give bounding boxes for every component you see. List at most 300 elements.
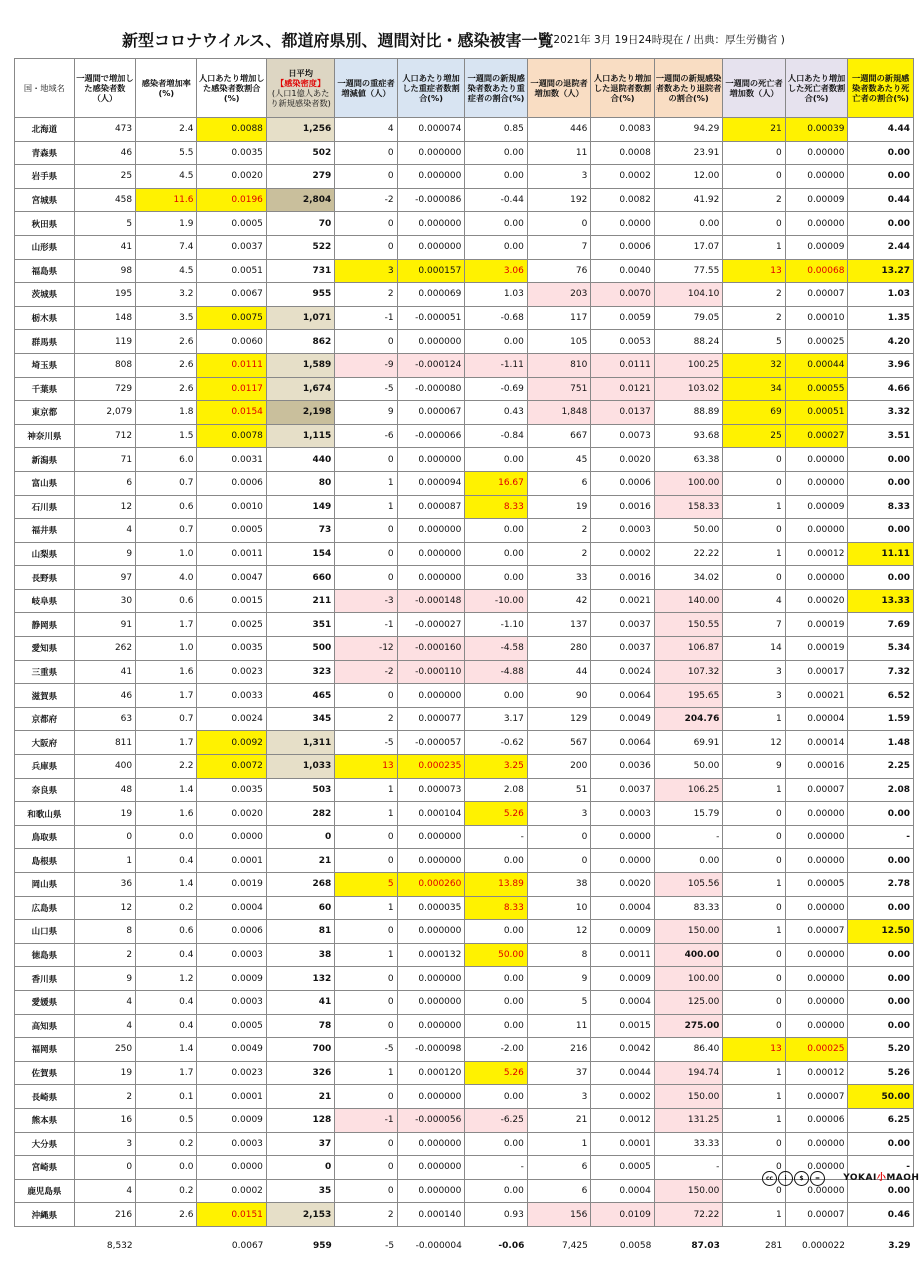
cell-discharged: 117 xyxy=(527,306,590,330)
cell-deaths-per-pop: 0.00000 xyxy=(785,896,848,920)
pref-name-cell: 愛知県 xyxy=(15,637,75,661)
cell-discharged-per-pop: 0.0073 xyxy=(591,424,655,448)
cell-death-ratio: 3.32 xyxy=(848,401,914,425)
cell-weekly-cases: 46 xyxy=(74,684,135,708)
cell-density: 326 xyxy=(266,1061,334,1085)
cell-discharged: 37 xyxy=(527,1061,590,1085)
cell-death-ratio: 0.44 xyxy=(848,188,914,212)
cell-severe-change: 9 xyxy=(335,401,397,425)
cell-discharged-per-pop: 0.0006 xyxy=(591,471,655,495)
cell-severe-per-pop: -0.000056 xyxy=(397,1108,465,1132)
table-row xyxy=(15,755,914,779)
cell-weekly-cases: 41 xyxy=(74,660,135,684)
pref-name-cell: 島根県 xyxy=(15,849,75,873)
cell-severe-per-pop: 0.000000 xyxy=(397,448,465,472)
cell-severe-change: 1 xyxy=(335,495,397,519)
cell-death-ratio: 6.52 xyxy=(848,684,914,708)
cell-deaths: 1 xyxy=(723,1203,785,1227)
table-row xyxy=(15,1061,914,1085)
cell-severe-per-pop: -0.000080 xyxy=(397,377,465,401)
nc-icon: $ xyxy=(794,1171,809,1186)
cell-case-growth: 0.4 xyxy=(136,1014,197,1038)
cell-weekly-cases: 195 xyxy=(74,283,135,307)
total-discharged-per-pop: 0.0058 xyxy=(591,1226,655,1265)
cell-severe-per-pop: -0.000086 xyxy=(397,188,465,212)
cell-severe-ratio: 5.26 xyxy=(465,802,528,826)
cell-severe-change: 1 xyxy=(335,802,397,826)
cell-discharged-ratio: 131.25 xyxy=(654,1108,723,1132)
cell-density: 502 xyxy=(266,141,334,165)
cell-discharged: 0 xyxy=(527,849,590,873)
cell-severe-change: 0 xyxy=(335,825,397,849)
cell-severe-per-pop: 0.000094 xyxy=(397,471,465,495)
cell-density: 731 xyxy=(266,259,334,283)
brand-logo: YOKAI小MAOH xyxy=(843,1173,919,1183)
cell-weekly-cases: 4 xyxy=(74,990,135,1014)
cell-case-growth: 1.5 xyxy=(136,424,197,448)
cell-death-ratio: 0.00 xyxy=(848,967,914,991)
cell-case-growth: 0.4 xyxy=(136,990,197,1014)
cell-discharged-per-pop: 0.0037 xyxy=(591,778,655,802)
table-row xyxy=(15,967,914,991)
header-density-line2: 【感染密度】 xyxy=(276,78,326,88)
cell-severe-ratio: 8.33 xyxy=(465,495,528,519)
cell-death-ratio: 0.00 xyxy=(848,165,914,189)
cell-severe-per-pop: 0.000000 xyxy=(397,519,465,543)
cell-density: 78 xyxy=(266,1014,334,1038)
cell-discharged: 105 xyxy=(527,330,590,354)
cell-weekly-cases: 4 xyxy=(74,1179,135,1203)
cell-deaths: 0 xyxy=(723,448,785,472)
cell-case-per-pop: 0.0033 xyxy=(197,684,266,708)
cell-case-growth: 1.6 xyxy=(136,802,197,826)
cell-weekly-cases: 729 xyxy=(74,377,135,401)
cell-discharged-ratio: 400.00 xyxy=(654,943,723,967)
cell-deaths: 69 xyxy=(723,401,785,425)
cell-discharged-per-pop: 0.0003 xyxy=(591,802,655,826)
cell-severe-per-pop: 0.000140 xyxy=(397,1203,465,1227)
cell-death-ratio: - xyxy=(848,1156,914,1180)
cell-deaths: 0 xyxy=(723,566,785,590)
cell-severe-per-pop: 0.000000 xyxy=(397,141,465,165)
cell-deaths-per-pop: 0.00000 xyxy=(785,566,848,590)
cell-discharged-per-pop: 0.0016 xyxy=(591,566,655,590)
cell-severe-per-pop: 0.000035 xyxy=(397,896,465,920)
table-row xyxy=(15,519,914,543)
cell-case-growth: 0.7 xyxy=(136,707,197,731)
cell-deaths-per-pop: 0.00016 xyxy=(785,755,848,779)
cell-deaths: 1 xyxy=(723,1108,785,1132)
cell-deaths: 0 xyxy=(723,849,785,873)
table-row xyxy=(15,1085,914,1109)
cell-severe-per-pop: 0.000000 xyxy=(397,1179,465,1203)
cell-discharged-per-pop: 0.0082 xyxy=(591,188,655,212)
pref-name-cell: 沖縄県 xyxy=(15,1203,75,1227)
cell-death-ratio: 3.96 xyxy=(848,353,914,377)
cell-case-per-pop: 0.0006 xyxy=(197,920,266,944)
cell-weekly-cases: 6 xyxy=(74,471,135,495)
cell-discharged-per-pop: 0.0037 xyxy=(591,637,655,661)
cell-weekly-cases: 119 xyxy=(74,330,135,354)
cell-discharged-per-pop: 0.0002 xyxy=(591,165,655,189)
cell-discharged-ratio: 100.25 xyxy=(654,353,723,377)
pref-name-cell: 鳥取県 xyxy=(15,825,75,849)
cell-case-growth: 2.6 xyxy=(136,377,197,401)
cell-severe-per-pop: -0.000057 xyxy=(397,731,465,755)
cell-density: 0 xyxy=(266,1156,334,1180)
cell-severe-ratio: 0.85 xyxy=(465,118,528,142)
table-row xyxy=(15,802,914,826)
cell-discharged-ratio: 150.00 xyxy=(654,1085,723,1109)
table-row xyxy=(15,188,914,212)
cc-icon: cc xyxy=(762,1171,777,1186)
pref-name-cell: 熊本県 xyxy=(15,1108,75,1132)
cell-severe-change: -12 xyxy=(335,637,397,661)
cell-severe-ratio: 0.00 xyxy=(465,967,528,991)
cell-severe-change: 0 xyxy=(335,849,397,873)
cell-severe-change: -1 xyxy=(335,306,397,330)
cell-deaths-per-pop: 0.00000 xyxy=(785,849,848,873)
pref-name-cell: 富山県 xyxy=(15,471,75,495)
cell-deaths: 1 xyxy=(723,1061,785,1085)
cell-case-per-pop: 0.0005 xyxy=(197,212,266,236)
cell-discharged: 192 xyxy=(527,188,590,212)
cell-discharged: 11 xyxy=(527,1014,590,1038)
header-discharged: 一週間の退院者増加数（人） xyxy=(527,59,590,118)
cell-case-growth: 1.0 xyxy=(136,542,197,566)
pref-name-cell: 兵庫県 xyxy=(15,755,75,779)
cell-death-ratio: 0.00 xyxy=(848,519,914,543)
table-row xyxy=(15,401,914,425)
cell-density: 2,153 xyxy=(266,1203,334,1227)
cell-discharged-per-pop: 0.0064 xyxy=(591,731,655,755)
cell-discharged-per-pop: 0.0008 xyxy=(591,141,655,165)
cell-weekly-cases: 30 xyxy=(74,589,135,613)
cell-case-per-pop: 0.0067 xyxy=(197,283,266,307)
cell-severe-change: 1 xyxy=(335,778,397,802)
cell-death-ratio: 2.44 xyxy=(848,235,914,259)
cell-severe-per-pop: 0.000000 xyxy=(397,212,465,236)
covid-weekly-table xyxy=(14,58,914,1265)
pref-name-cell: 神奈川県 xyxy=(15,424,75,448)
table-row xyxy=(15,353,914,377)
cell-discharged: 11 xyxy=(527,141,590,165)
cell-death-ratio: 7.32 xyxy=(848,660,914,684)
cell-deaths-per-pop: 0.00027 xyxy=(785,424,848,448)
cell-case-per-pop: 0.0111 xyxy=(197,353,266,377)
cell-discharged: 203 xyxy=(527,283,590,307)
by-icon: i xyxy=(778,1171,793,1186)
cell-deaths: 2 xyxy=(723,188,785,212)
cell-severe-ratio: -1.11 xyxy=(465,353,528,377)
cell-deaths-per-pop: 0.00017 xyxy=(785,660,848,684)
cell-case-growth: 2.6 xyxy=(136,353,197,377)
table-row xyxy=(15,589,914,613)
cell-death-ratio: 2.25 xyxy=(848,755,914,779)
cell-severe-change: 1 xyxy=(335,896,397,920)
cell-deaths: 3 xyxy=(723,684,785,708)
cell-death-ratio: 0.00 xyxy=(848,990,914,1014)
cell-density: 323 xyxy=(266,660,334,684)
cell-death-ratio: 13.33 xyxy=(848,589,914,613)
cell-weekly-cases: 2,079 xyxy=(74,401,135,425)
cell-deaths-per-pop: 0.00021 xyxy=(785,684,848,708)
cell-weekly-cases: 5 xyxy=(74,212,135,236)
pref-name-cell: 山口県 xyxy=(15,920,75,944)
table-row xyxy=(15,825,914,849)
cell-case-per-pop: 0.0088 xyxy=(197,118,266,142)
cell-severe-ratio: 0.43 xyxy=(465,401,528,425)
table-row xyxy=(15,660,914,684)
cell-discharged-ratio: 104.10 xyxy=(654,283,723,307)
cell-deaths-per-pop: 0.00007 xyxy=(785,920,848,944)
cell-case-growth: 0.5 xyxy=(136,1108,197,1132)
cell-discharged-ratio: 150.55 xyxy=(654,613,723,637)
cell-case-per-pop: 0.0049 xyxy=(197,1038,266,1062)
cell-deaths: 0 xyxy=(723,471,785,495)
cell-discharged-ratio: - xyxy=(654,825,723,849)
cell-discharged-ratio: 23.91 xyxy=(654,141,723,165)
cell-deaths: 0 xyxy=(723,165,785,189)
cell-discharged-per-pop: 0.0059 xyxy=(591,306,655,330)
cell-severe-ratio: -4.58 xyxy=(465,637,528,661)
cell-death-ratio: 7.69 xyxy=(848,613,914,637)
cell-severe-ratio: -4.88 xyxy=(465,660,528,684)
pref-name-cell: 茨城県 xyxy=(15,283,75,307)
cell-deaths-per-pop: 0.00000 xyxy=(785,165,848,189)
cell-severe-change: -2 xyxy=(335,188,397,212)
cell-severe-change: 0 xyxy=(335,519,397,543)
table-row xyxy=(15,873,914,897)
header-density xyxy=(266,59,334,118)
cell-case-growth: 1.0 xyxy=(136,637,197,661)
cell-deaths-per-pop: 0.00000 xyxy=(785,1156,848,1180)
pref-name-cell: 香川県 xyxy=(15,967,75,991)
cell-density: 21 xyxy=(266,1085,334,1109)
cell-severe-ratio: 0.93 xyxy=(465,1203,528,1227)
cell-discharged-ratio: 140.00 xyxy=(654,589,723,613)
pref-name-cell: 福岡県 xyxy=(15,1038,75,1062)
cell-discharged: 6 xyxy=(527,1179,590,1203)
cell-case-per-pop: 0.0003 xyxy=(197,990,266,1014)
pref-name-cell: 宮城県 xyxy=(15,188,75,212)
cell-case-growth: 1.4 xyxy=(136,873,197,897)
cell-severe-ratio: 8.33 xyxy=(465,896,528,920)
cell-severe-change: 0 xyxy=(335,330,397,354)
cell-deaths: 13 xyxy=(723,259,785,283)
header-discharged-ratio: 一週間の新規感染者数あたり退院者の割合(%) xyxy=(654,59,723,118)
cell-density: 73 xyxy=(266,519,334,543)
cell-discharged-ratio: 0.00 xyxy=(654,849,723,873)
cell-case-growth: 2.4 xyxy=(136,118,197,142)
cell-density: 0 xyxy=(266,825,334,849)
cell-weekly-cases: 19 xyxy=(74,1061,135,1085)
cell-discharged-per-pop: 0.0049 xyxy=(591,707,655,731)
total-severe-per-pop: -0.000004 xyxy=(397,1226,465,1265)
cell-density: 465 xyxy=(266,684,334,708)
cell-discharged-ratio: 100.00 xyxy=(654,967,723,991)
cell-severe-change: 1 xyxy=(335,471,397,495)
cell-severe-ratio: 0.00 xyxy=(465,1014,528,1038)
header-deaths: 一週間の死亡者増加数（人） xyxy=(723,59,785,118)
cell-discharged-ratio: 106.25 xyxy=(654,778,723,802)
pref-name-cell: 埼玉県 xyxy=(15,353,75,377)
cell-severe-change: 0 xyxy=(335,1132,397,1156)
pref-name-cell: 岡山県 xyxy=(15,873,75,897)
cell-discharged: 1,848 xyxy=(527,401,590,425)
cell-deaths: 0 xyxy=(723,1179,785,1203)
cell-density: 500 xyxy=(266,637,334,661)
cell-discharged-ratio: 195.65 xyxy=(654,684,723,708)
cell-discharged: 44 xyxy=(527,660,590,684)
cell-case-per-pop: 0.0004 xyxy=(197,896,266,920)
cell-case-per-pop: 0.0025 xyxy=(197,613,266,637)
cell-discharged: 2 xyxy=(527,542,590,566)
cell-case-per-pop: 0.0154 xyxy=(197,401,266,425)
total-case-growth xyxy=(136,1226,197,1265)
pref-name-cell: 和歌山県 xyxy=(15,802,75,826)
cell-weekly-cases: 808 xyxy=(74,353,135,377)
cell-case-per-pop: 0.0005 xyxy=(197,1014,266,1038)
cell-discharged: 10 xyxy=(527,896,590,920)
cell-severe-per-pop: 0.000000 xyxy=(397,825,465,849)
cell-severe-per-pop: 0.000000 xyxy=(397,967,465,991)
cell-severe-change: -5 xyxy=(335,1038,397,1062)
cell-density: 279 xyxy=(266,165,334,189)
cell-deaths-per-pop: 0.00039 xyxy=(785,118,848,142)
cell-severe-ratio: -0.44 xyxy=(465,188,528,212)
cell-density: 1,589 xyxy=(266,353,334,377)
cell-density: 345 xyxy=(266,707,334,731)
cell-density: 268 xyxy=(266,873,334,897)
cell-density: 37 xyxy=(266,1132,334,1156)
cell-deaths: 4 xyxy=(723,589,785,613)
table-row xyxy=(15,613,914,637)
cell-weekly-cases: 712 xyxy=(74,424,135,448)
cell-density: 2,804 xyxy=(266,188,334,212)
cell-deaths-per-pop: 0.00014 xyxy=(785,731,848,755)
cell-death-ratio: 0.00 xyxy=(848,448,914,472)
cell-case-per-pop: 0.0075 xyxy=(197,306,266,330)
cell-density: 1,256 xyxy=(266,118,334,142)
cell-severe-ratio: 0.00 xyxy=(465,849,528,873)
cell-deaths-per-pop: 0.00009 xyxy=(785,495,848,519)
pref-name-cell: 岐阜県 xyxy=(15,589,75,613)
cell-case-per-pop: 0.0035 xyxy=(197,637,266,661)
cell-discharged: 129 xyxy=(527,707,590,731)
header-density-line3: (人口1億人あたり新規感染者数) xyxy=(270,88,331,108)
cell-severe-ratio: 5.26 xyxy=(465,1061,528,1085)
cell-density: 1,115 xyxy=(266,424,334,448)
cell-case-per-pop: 0.0019 xyxy=(197,873,266,897)
cell-case-growth: 0.2 xyxy=(136,1179,197,1203)
header-case-growth: 感染者増加率(%) xyxy=(136,59,197,118)
total-deaths-per-pop: 0.000022 xyxy=(785,1226,848,1265)
pref-name-cell: 徳島県 xyxy=(15,943,75,967)
cell-case-per-pop: 0.0023 xyxy=(197,660,266,684)
cell-death-ratio: 0.00 xyxy=(848,849,914,873)
cell-case-growth: 1.6 xyxy=(136,660,197,684)
table-row xyxy=(15,1108,914,1132)
cell-discharged-per-pop: 0.0044 xyxy=(591,1061,655,1085)
cell-severe-per-pop: 0.000000 xyxy=(397,542,465,566)
cell-discharged: 3 xyxy=(527,165,590,189)
cell-deaths: 1 xyxy=(723,495,785,519)
pref-name-cell: 佐賀県 xyxy=(15,1061,75,1085)
pref-name-cell: 大分県 xyxy=(15,1132,75,1156)
pref-name-cell: 石川県 xyxy=(15,495,75,519)
cell-death-ratio: 3.51 xyxy=(848,424,914,448)
cell-discharged-per-pop: 0.0109 xyxy=(591,1203,655,1227)
cell-severe-per-pop: -0.000066 xyxy=(397,424,465,448)
cell-severe-per-pop: 0.000000 xyxy=(397,235,465,259)
table-row xyxy=(15,448,914,472)
cell-deaths: 0 xyxy=(723,519,785,543)
cell-deaths: 1 xyxy=(723,1085,785,1109)
cell-weekly-cases: 3 xyxy=(74,1132,135,1156)
cell-severe-ratio: 0.00 xyxy=(465,330,528,354)
table-row xyxy=(15,778,914,802)
cell-case-growth: 0.6 xyxy=(136,495,197,519)
table-row xyxy=(15,849,914,873)
cell-death-ratio: 0.00 xyxy=(848,1179,914,1203)
cell-severe-per-pop: 0.000120 xyxy=(397,1061,465,1085)
cell-weekly-cases: 2 xyxy=(74,1085,135,1109)
cell-discharged-ratio: 83.33 xyxy=(654,896,723,920)
cell-case-growth: 1.8 xyxy=(136,401,197,425)
cell-severe-per-pop: 0.000000 xyxy=(397,990,465,1014)
pref-name-cell: 高知県 xyxy=(15,1014,75,1038)
cell-case-per-pop: 0.0000 xyxy=(197,825,266,849)
cell-weekly-cases: 12 xyxy=(74,495,135,519)
cell-case-growth: 3.2 xyxy=(136,283,197,307)
cell-death-ratio: 0.00 xyxy=(848,212,914,236)
cell-discharged-per-pop: 0.0004 xyxy=(591,1179,655,1203)
cell-severe-ratio: 0.00 xyxy=(465,1085,528,1109)
cell-weekly-cases: 1 xyxy=(74,849,135,873)
cell-severe-ratio: 0.00 xyxy=(465,235,528,259)
cell-severe-per-pop: 0.000000 xyxy=(397,330,465,354)
cell-deaths: 9 xyxy=(723,755,785,779)
cell-discharged-per-pop: 0.0024 xyxy=(591,660,655,684)
cell-weekly-cases: 216 xyxy=(74,1203,135,1227)
cell-severe-per-pop: 0.000000 xyxy=(397,1132,465,1156)
cell-death-ratio: - xyxy=(848,825,914,849)
cell-discharged-per-pop: 0.0012 xyxy=(591,1108,655,1132)
cell-severe-ratio: -10.00 xyxy=(465,589,528,613)
cell-discharged: 156 xyxy=(527,1203,590,1227)
cell-deaths-per-pop: 0.00009 xyxy=(785,188,848,212)
cell-deaths-per-pop: 0.00000 xyxy=(785,1132,848,1156)
cell-discharged-ratio: 150.00 xyxy=(654,920,723,944)
cell-weekly-cases: 19 xyxy=(74,802,135,826)
table-row xyxy=(15,118,914,142)
cell-deaths-per-pop: 0.00020 xyxy=(785,589,848,613)
header-density-line1: 日平均 xyxy=(288,68,313,78)
header-discharged-per-pop: 人口あたり増加した退院者数割合(%) xyxy=(591,59,655,118)
table-row xyxy=(15,943,914,967)
cell-case-per-pop: 0.0151 xyxy=(197,1203,266,1227)
cell-severe-per-pop: -0.000110 xyxy=(397,660,465,684)
cell-severe-change: 4 xyxy=(335,118,397,142)
header-weekly-cases: 一週間で増加した感染者数（人） xyxy=(74,59,135,118)
cell-case-growth: 0.6 xyxy=(136,920,197,944)
cell-case-per-pop: 0.0005 xyxy=(197,519,266,543)
cell-case-growth: 4.5 xyxy=(136,259,197,283)
cell-discharged: 45 xyxy=(527,448,590,472)
table-row xyxy=(15,1014,914,1038)
cell-density: 1,071 xyxy=(266,306,334,330)
